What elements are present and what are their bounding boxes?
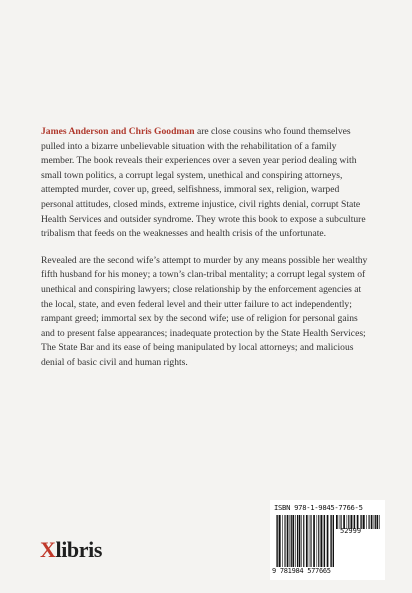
blurb-paragraph-2: Revealed are the second wife’s attempt to murder by any means possible her wealthy fifth husband for his money; a town’s clan-tribal mentality; a corrupt legal system of unethical and conspiring lawyers; close relationship by the enforcement agencies at the local, state, and even federal level and their utter failure to act independently; rampant greed; immortal sex by the second wife; use of religion for personal gains and to present false appearances; inadequate protection by the State Health Services; The State Bar and its ease of being manipulated by local attorneys; and malicious denial of basic civil and human rights. [41, 254, 368, 368]
publisher-logo [40, 537, 102, 563]
publisher-logo-x: X [40, 537, 56, 562]
ean-number-text: 9 781984 577665 [272, 567, 331, 575]
ean-barcode-bars [276, 515, 334, 567]
price-code-text: 52999 [340, 527, 362, 535]
barcode [270, 500, 385, 580]
publisher-logo-rest: libris [55, 537, 102, 562]
author-names: James Anderson and Chris Goodman [41, 126, 195, 137]
isbn-text: ISBN 978-1-9845-7766-5 [274, 503, 363, 512]
blurb-paragraph-1-text: are close cousins who found themselves pulled into a bizarre unbelievable situation with the rehabilitation of a family member. The book reveals their experiences over a seven year period dealing with small town politics, a corrupt legal system, unethical and conspiring attorneys, attempted murder, cover up, greed, selfishness, immoral sex, religion, warped personal attitudes, closed minds, extreme injustice, civil rights denial, corrupt State Health Services and outsider syndrome. They wrote this book to expose a subculture tribalism that feeds on the weaknesses and health crisis of the unfortunate. [41, 126, 366, 240]
blurb-paragraph-1 [41, 125, 371, 242]
blurb [41, 125, 371, 383]
